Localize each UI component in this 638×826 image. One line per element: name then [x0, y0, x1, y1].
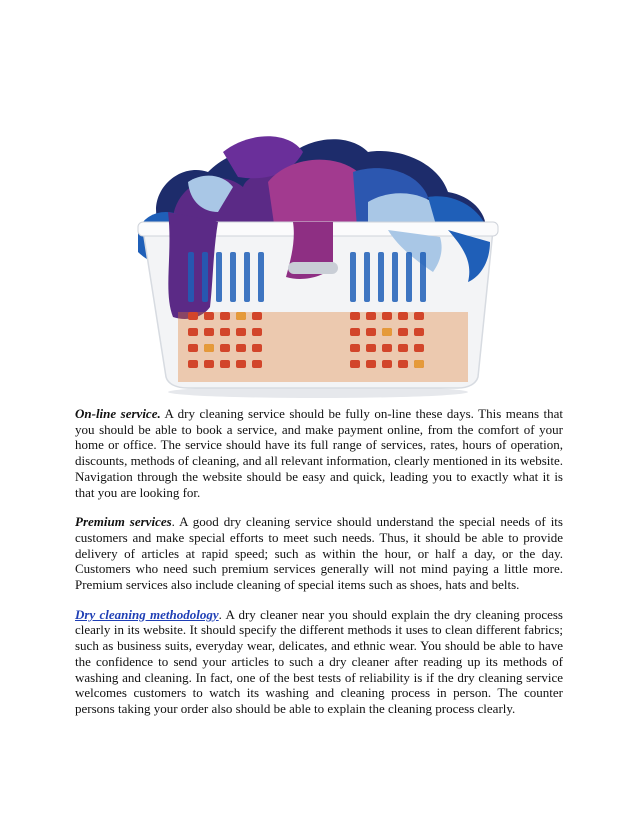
paragraph-text: . A good dry cleaning service should understand the special needs of its customers and make special efforts to meet such needs. Thus, it should be able to provide delivery of articles at rapid speed; such as within the hour, or half a day, or the day. Customers who need such premium services generally will not mind paying a little more. Premium services also include cleaning of special items such as shoes, hats and belts. [75, 514, 563, 593]
lead-premium-services: Premium services [75, 514, 172, 530]
laundry-basket-icon [118, 112, 518, 402]
paragraph-text: A dry cleaning service should be fully on-line these days. This means that you should be able to book a service, and make payment online, from the comfort of your home or office. The service should have its full range of services, rates, hours of operation, discounts, methods of cleaning, and all relevant information, clearly mentioned in its website. Navigation through the website should be easy and quick, leading you to exactly what it is that you are looking for. [75, 406, 563, 500]
laundry-basket-image [118, 112, 518, 402]
paragraph-text: . A dry cleaner near you should explain the dry cleaning process clearly in its website. It should specify the different methods it uses to clean different fabrics; such as business suits, everyday wear, delicates, and ethnic wear. You should be able to have the confidence to send your articles to such a dry cleaner after reading up its methods of washing and cleaning. In fact, one of the best tests of reliability is if the dry cleaning service welcomes customers to watch its washing and cleaning process in person. The counter persons taking your order also should be able to explain the cleaning process clearly. [75, 606, 563, 716]
paragraph-online-service [75, 406, 563, 500]
article-body [75, 406, 563, 731]
paragraph-premium-services [75, 514, 563, 593]
lead-online-service: On-line service. [75, 406, 161, 421]
paragraph-dry-cleaning-methodology [75, 607, 563, 717]
dry-cleaning-methodology-link[interactable]: Dry cleaning methodology [75, 606, 219, 622]
